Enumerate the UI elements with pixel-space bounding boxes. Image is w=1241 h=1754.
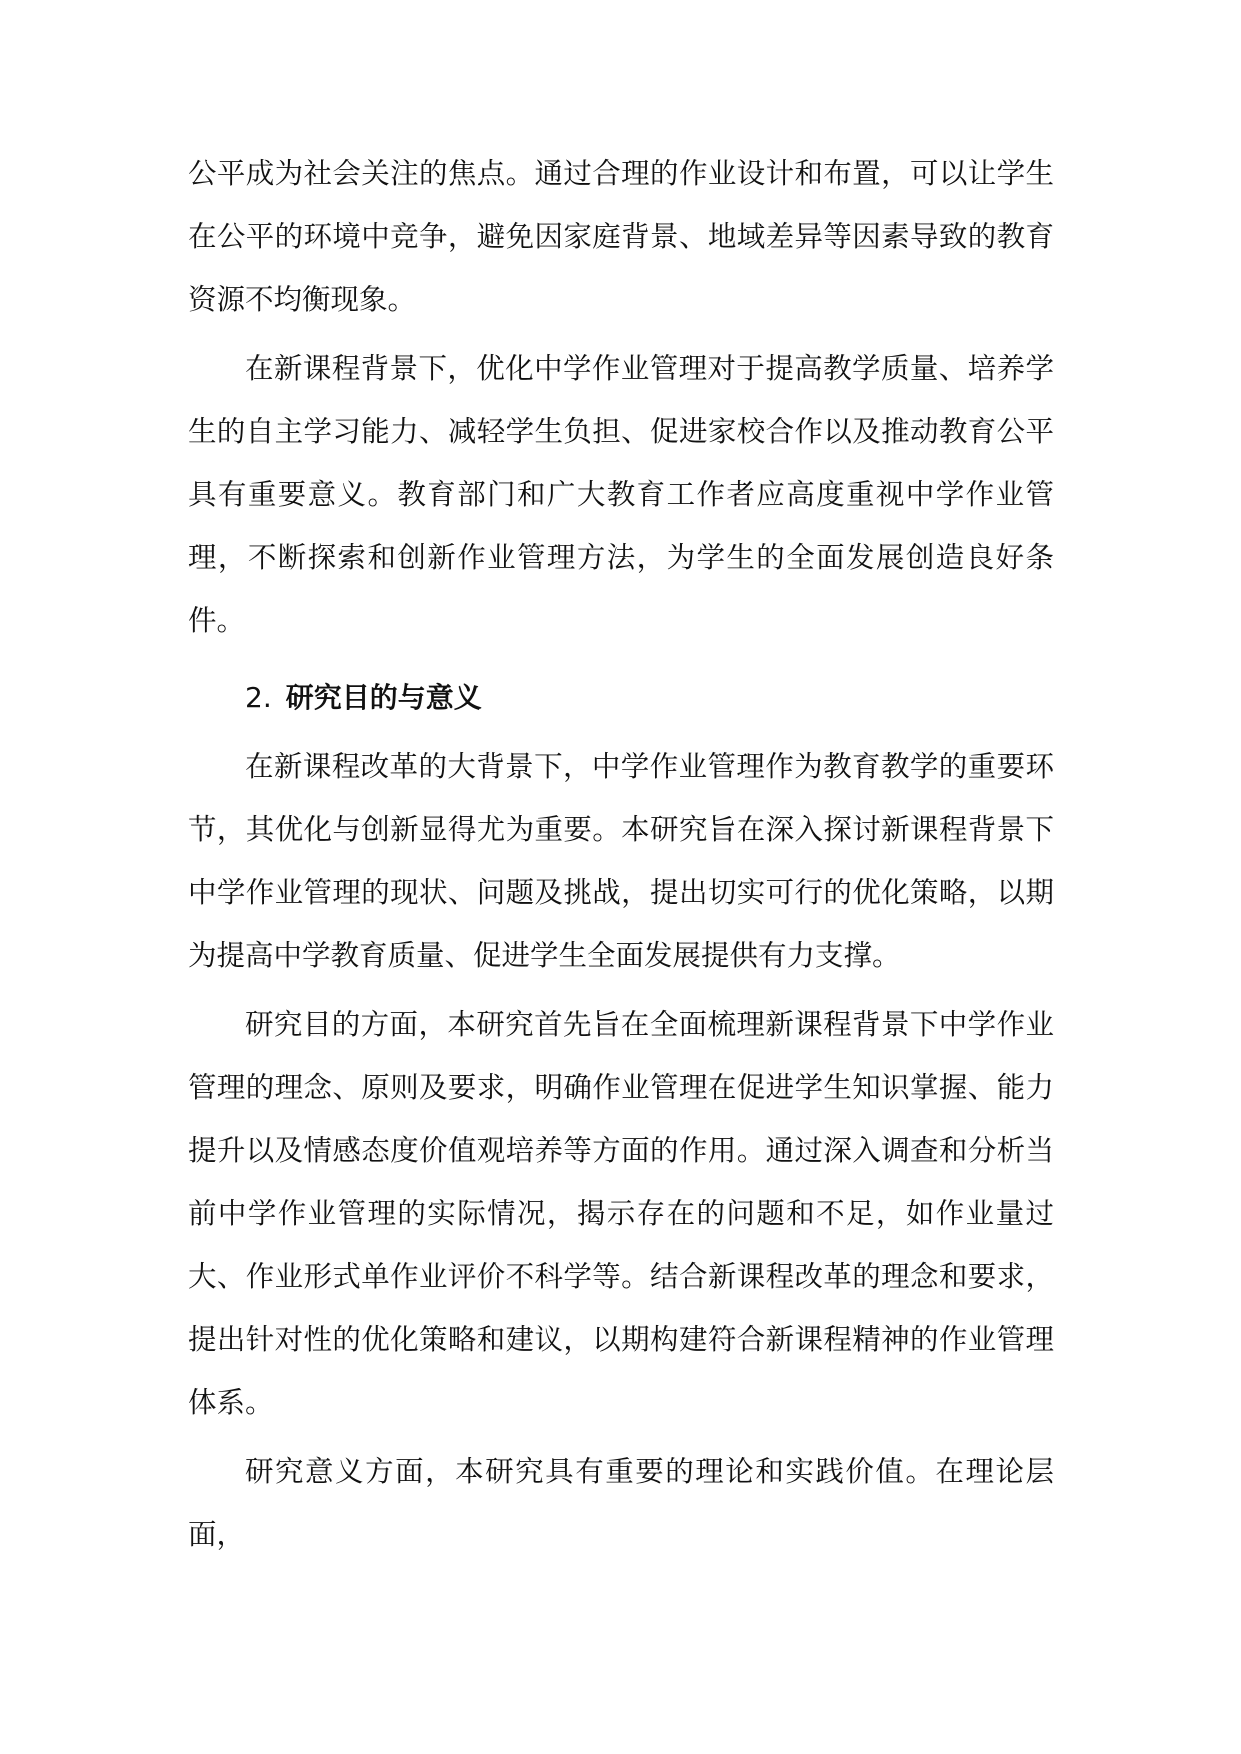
paragraph-fairness-continued: 公平成为社会关注的焦点。通过合理的作业设计和布置，可以让学生在公平的环境中竞争，避免因家庭背景、地域差异等因素导致的教育资源不均衡现象。 (188, 157, 1054, 316)
paragraph-research-background: 在新课程改革的大背景下，中学作业管理作为教育教学的重要环节，其优化与创新显得尤为重要。本研究旨在深入探讨新课程背景下中学作业管理的现状、问题及挑战，提出切实可行的优化策略，以期为提高中学教育质量、促进学生全面发展提供有力支撑。 (188, 750, 1054, 972)
section-heading (188, 666, 1054, 729)
section-number: 2. (245, 681, 272, 714)
paragraph-research-purpose: 研究目的方面，本研究首先旨在全面梳理新课程背景下中学作业管理的理念、原则及要求，明确作业管理在促进学生知识掌握、能力提升以及情感态度价值观培养等方面的作用。通过深入调查和分析当前中学作业管理的实际情况，揭示存在的问题和不足，如作业量过大、作业形式单作业评价不科学等。结合新课程改革的理念和要求，提出针对性的优化策略和建议，以期构建符合新课程精神的作业管理体系。 (188, 1008, 1054, 1419)
paragraph-significance-summary: 在新课程背景下，优化中学作业管理对于提高教学质量、培养学生的自主学习能力、减轻学生负担、促进家校合作以及推动教育公平具有重要意义。教育部门和广大教育工作者应高度重视中学作业管理，不断探索和创新作业管理方法，为学生的全面发展创造良好条件。 (188, 352, 1054, 637)
paragraph-research-significance: 研究意义方面，本研究具有重要的理论和实践价值。在理论层面， (188, 1455, 1054, 1551)
document-body (188, 142, 1054, 1572)
section-title: 研究目的与意义 (285, 681, 482, 714)
